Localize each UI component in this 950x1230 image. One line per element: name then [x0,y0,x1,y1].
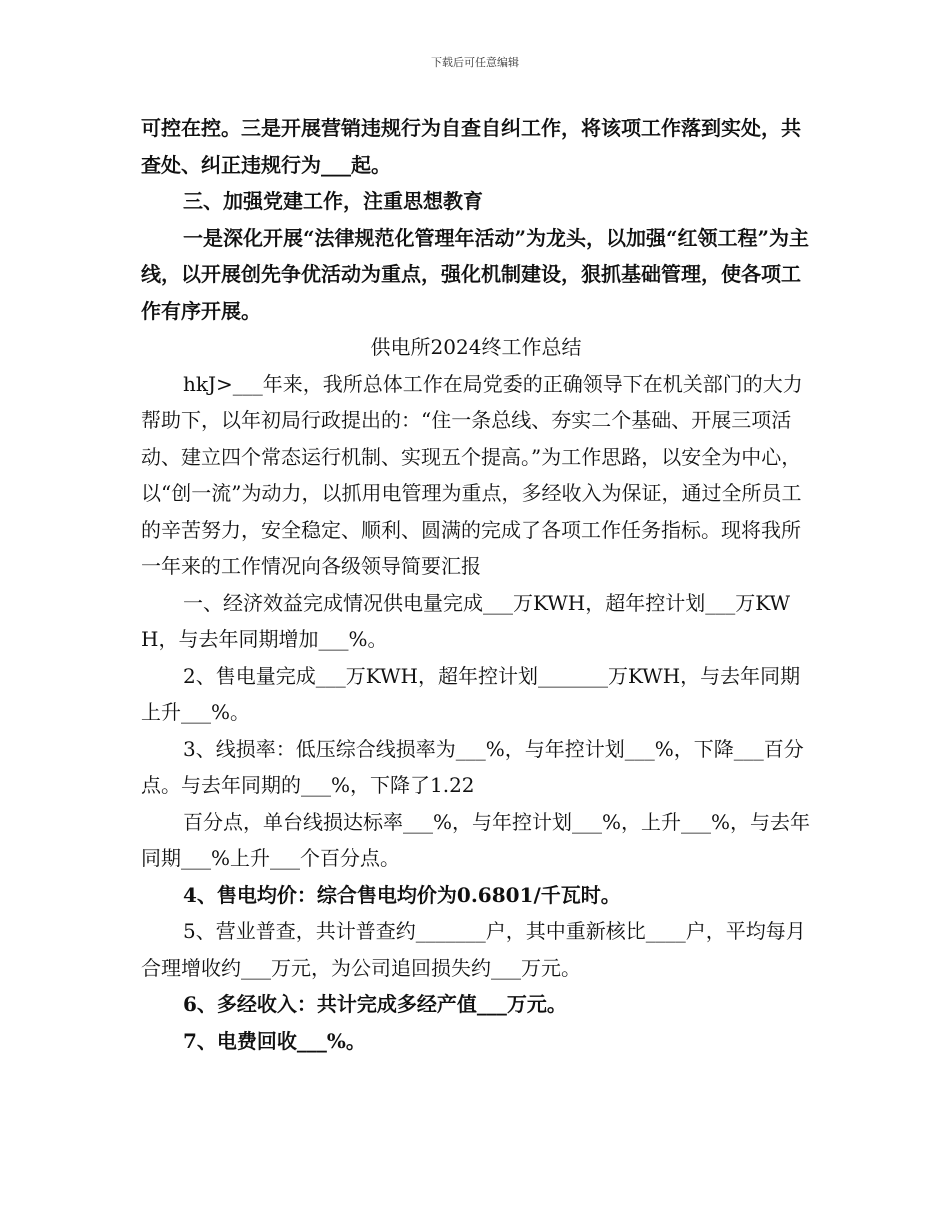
paragraph-item-1: 一、经济效益完成情况供电量完成___万KWH，超年控计划___万KWH，与去年同期增加___%。 [141,590,791,651]
paragraph-continuation: 可控在控。三是开展营销违规行为自查自纠工作，将该项工作落到实处，共查处、纠正违规行为___起。 [141,116,801,177]
paragraph-intro: hkJ>___年来，我所总体工作在局党委的正确领导下在机关部门的大力帮助下，以年初局行政提出的：“住一条总线、夯实二个基础、开展三项活动、建立四个常态运行机制、实现五个提高。”为工作思路，以安全为中心，以“创一流”为动力，以抓用电管理为重点，多经收入为保证，通过全所员工的辛苦努力，安全稳定、顺利、圆满的完成了各项工作任务指标。现将我所一年来的工作情况向各级领导简要汇报 [141,371,803,578]
section-heading-party-building: 三、加强党建工作，注重思想教育 [183,189,483,213]
paragraph-item-4: 4、售电均价：综合售电均价为0.6801/千瓦时。 [183,882,621,907]
paragraph-item-2: 2、售电量完成___万KWH，超年控计划_______万KWH，与去年同期上升___%。 [141,663,801,724]
document-body [141,110,811,1059]
document-title: 供电所2024终工作总结 [370,335,582,359]
paragraph-item-5: 5、营业普查，共计普查约_______户，其中重新核比____户，平均每月合理增收约___万元，为公司追回损失约___万元。 [141,919,806,980]
paragraph-item-7: 7、电费回收___%。 [183,1028,366,1053]
page-header-note: 下载后可任意编辑 [431,56,519,69]
paragraph-item-6: 6、多经收入：共计完成多经产值___万元。 [183,992,567,1016]
paragraph-party-building: 一是深化开展“法律规范化管理年活动”为龙头，以加强“红领工程”为主线，以开展创先争优活动为重点，强化机制建设，狠抓基础管理，使各项工作有序开展。 [141,225,810,323]
paragraph-item-3-continued: 百分点，单台线损达标率___%，与年控计划___%，上升___%，与去年同期___%上升___个百分点。 [141,809,811,870]
paragraph-item-3: 3、线损率：低压综合线损率为___%，与年控计划___%，下降___百分点。与去年同期的___%，下降了1.22 [141,736,804,797]
